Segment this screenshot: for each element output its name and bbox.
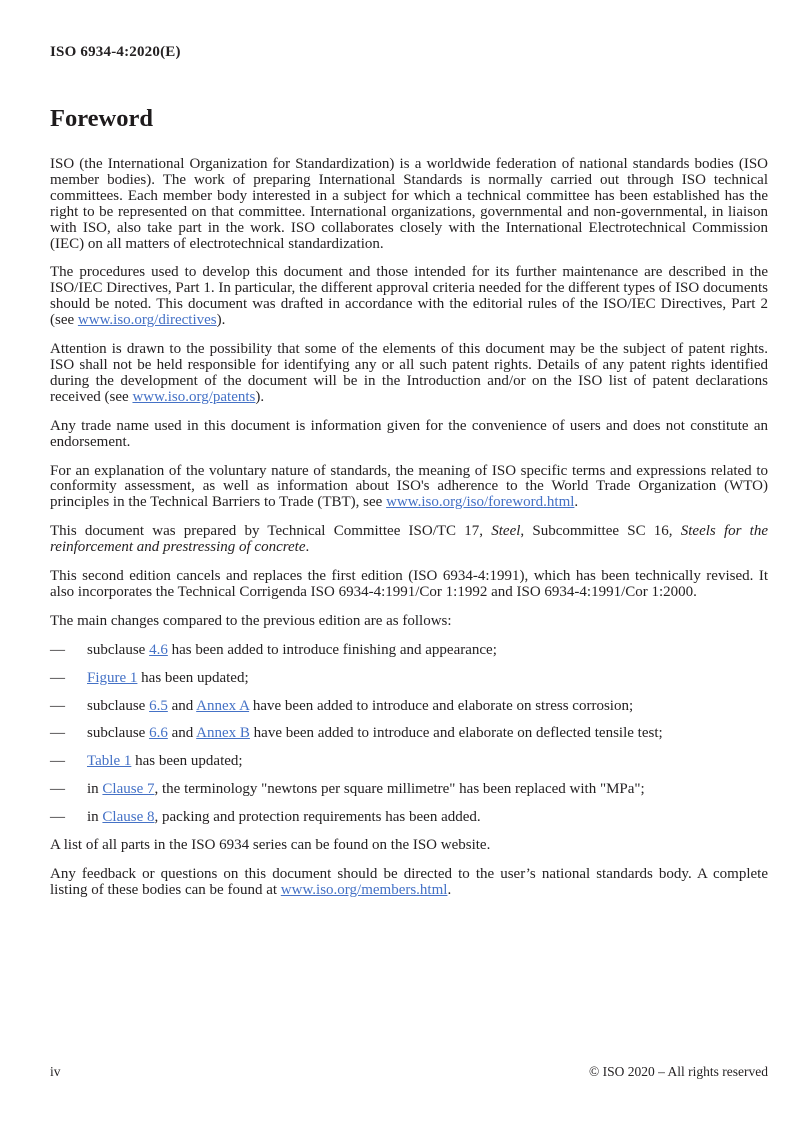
link-table-1[interactable]: Table 1 — [87, 753, 132, 770]
text-run: Any feedback or questions on this document should be directed to the user’s national standards body. A complete listing of these bodies can be found at — [50, 866, 768, 898]
paragraph — [50, 838, 768, 854]
text-run: For an explanation of the voluntary nature of standards, the meaning of ISO specific terms and expressions related to conformity assessment, as well as information about ISO's adherence to the World Trade Organization (WTO) principles in the Technical Barriers to Trade (TBT), see — [50, 462, 768, 511]
link-www-iso-org-members-html[interactable]: www.iso.org/members.html — [280, 881, 448, 898]
list-item-text — [87, 781, 645, 797]
text-run: Any trade name used in this document is information given for the convenience of users and does not constitute an endorsement. — [50, 417, 768, 450]
text-run: . — [305, 539, 310, 556]
text-run: in — [87, 809, 103, 826]
list-item-text — [87, 670, 249, 686]
text-run: has been updated; — [137, 669, 249, 686]
paragraph — [50, 419, 768, 451]
text-run: subclause — [87, 641, 150, 658]
text-run: The main changes compared to the previous edition are as follows: — [50, 612, 452, 629]
text-run: has been added to introduce finishing and appearance; — [167, 641, 497, 658]
link-6-5[interactable]: 6.5 — [149, 697, 168, 714]
list-item — [50, 671, 768, 687]
paragraph — [50, 569, 768, 601]
text-run: , the terminology "newtons per square millimetre" has been replaced with "MPa"; — [154, 781, 645, 798]
text-run: subclause — [87, 725, 150, 742]
italic-text-run: Steels for the reinforcement and prestressing of concrete — [50, 523, 769, 556]
bullet-dash: — — [50, 753, 65, 770]
link-6-6[interactable]: 6.6 — [149, 725, 168, 742]
link-4-6[interactable]: 4.6 — [149, 641, 168, 658]
link-annex-b[interactable]: Annex B — [196, 725, 250, 742]
link-www-iso-org-iso-foreword-html[interactable]: www.iso.org/iso/foreword.html — [386, 494, 575, 511]
list-item-text — [87, 725, 663, 741]
list-item — [50, 782, 768, 798]
text-run: , packing and protection requirements has been added. — [154, 809, 481, 826]
bullet-dash: — — [50, 641, 65, 658]
paragraph — [50, 867, 768, 899]
link-www-iso-org-directives[interactable]: www.iso.org/directives — [77, 312, 217, 329]
paragraph — [50, 524, 768, 556]
paragraph — [50, 614, 768, 630]
link-clause-8[interactable]: Clause 8 — [102, 809, 155, 826]
text-run: . — [574, 494, 579, 511]
link-annex-a[interactable]: Annex A — [196, 697, 250, 714]
list-item-text — [87, 753, 243, 769]
paragraph — [50, 265, 768, 329]
link-clause-7[interactable]: Clause 7 — [102, 781, 155, 798]
page-number: iv — [50, 1064, 61, 1079]
text-run: ). — [216, 312, 226, 329]
text-run: , Subcommittee SC 16, — [520, 523, 681, 540]
italic-text-run: Steel — [491, 523, 521, 540]
bullet-dash: — — [50, 781, 65, 798]
paragraph — [50, 464, 768, 512]
list-item — [50, 754, 768, 770]
copyright-notice: © ISO 2020 – All rights reserved — [589, 1064, 768, 1079]
text-run: ISO (the International Organization for Standardization) is a worldwide federation of national standards bodies (ISO member bodies). The work of preparing International Standards is normally carried out through ISO technical committees. Each member body interested in a subject for which a technical committee has been established has the right to be represented on that committee. International organizations, governmental and non-governmental, in liaison with ISO, also take part in the work. ISO collaborates closely with the International Electrotechnical Commission (IEC) on all matters of electrotechnical standardization. — [50, 156, 768, 252]
bullet-dash: — — [50, 809, 65, 826]
text-run: and — [167, 697, 197, 714]
document-body — [50, 157, 768, 899]
link-www-iso-org-patents[interactable]: www.iso.org/patents — [132, 388, 256, 405]
page-footer — [50, 1064, 768, 1080]
text-run: has been updated; — [131, 753, 243, 770]
bullet-dash: — — [50, 669, 65, 686]
list-item — [50, 699, 768, 715]
text-run: . — [447, 881, 452, 898]
text-run: have been added to introduce and elaborate on stress corrosion; — [249, 697, 634, 714]
text-run: Attention is drawn to the possibility that some of the elements of this document may be the subject of patent rights. ISO shall not be held responsible for identifying any or all such patent rights. Details of any patent rights identified during the development of the document will be in the Introduction and/or on the ISO list of patent declarations received (see — [50, 341, 768, 405]
text-run: This document was prepared by Technical Committee ISO/TC 17, — [50, 523, 492, 540]
text-run: This second edition cancels and replaces the first edition (ISO 6934-4:1991), which has been technically revised. It also incorporates the Technical Corrigenda ISO 6934-4:1991/Cor 1:1992 and ISO 6934-4:1991/Cor 1:2000. — [50, 568, 768, 600]
page-title: Foreword — [50, 105, 153, 132]
list-item — [50, 726, 768, 742]
text-run: A list of all parts in the ISO 6934 series can be found on the ISO website. — [50, 837, 491, 854]
paragraph — [50, 342, 768, 406]
paragraph — [50, 157, 768, 252]
text-run: have been added to introduce and elaborate on deflected tensile test; — [249, 725, 663, 742]
bullet-dash: — — [50, 697, 65, 714]
list-item-text — [87, 809, 481, 825]
bullet-dash: — — [50, 725, 65, 742]
text-run: in — [87, 781, 103, 798]
document-id-header: ISO 6934-4:2020(E) — [50, 44, 181, 60]
document-content — [50, 0, 768, 912]
text-run: and — [167, 725, 197, 742]
text-run: subclause — [87, 697, 150, 714]
list-item-text — [87, 642, 497, 658]
link-figure-1[interactable]: Figure 1 — [87, 669, 138, 686]
text-run: ). — [255, 388, 265, 405]
text-run: The procedures used to develop this document and those intended for its further maintenance are described in the ISO/IEC Directives, Part 1. In particular, the different approval criteria needed for the different types of ISO documents should be noted. This document was drafted in accordance with the editorial rules of the ISO/IEC Directives, Part 2 (see — [50, 264, 768, 329]
list-item — [50, 810, 768, 826]
list-item — [50, 643, 768, 659]
list-item-text — [87, 698, 633, 714]
